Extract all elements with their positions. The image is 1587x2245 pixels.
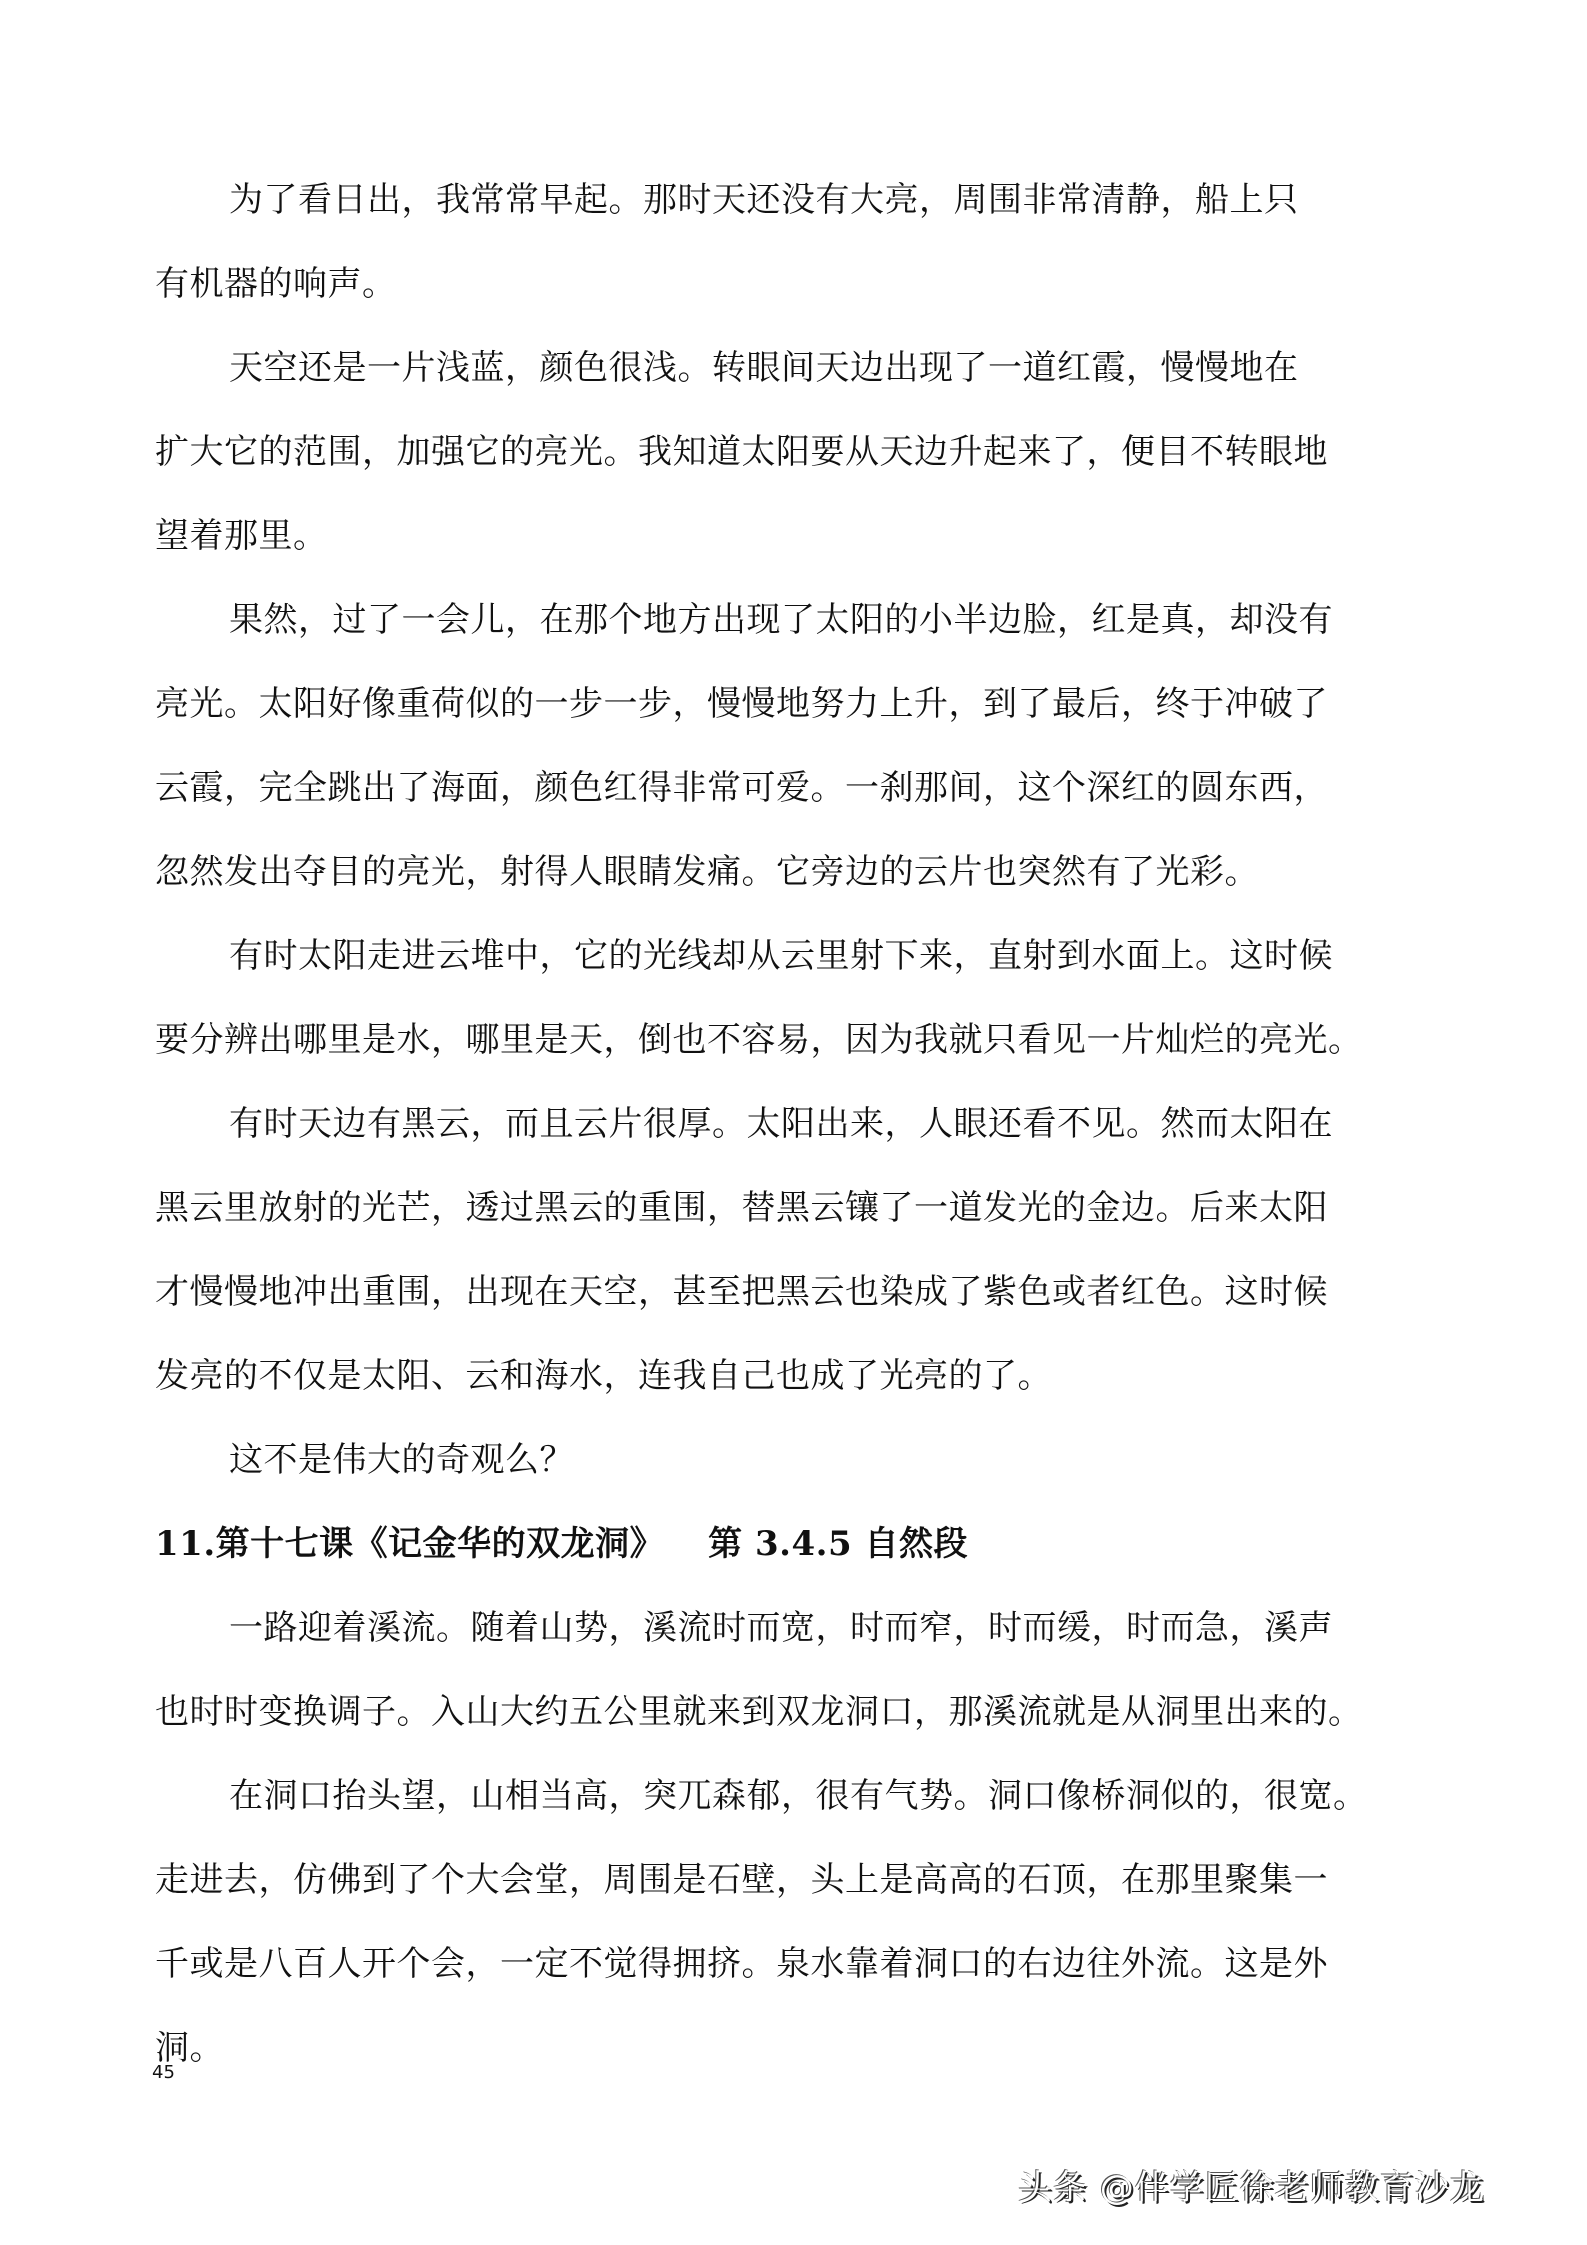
text-line: 才慢慢地冲出重围，出现在天空，甚至把黑云也染成了紫色或者红色。这时候 xyxy=(155,1272,1328,1312)
text-line: 发亮的不仅是太阳、云和海水，连我自己也成了光亮的了。 xyxy=(155,1356,1052,1396)
text-line: 望着那里。 xyxy=(155,516,328,556)
watermark: 头条 @伴学匠徐老师教育沙龙 xyxy=(1018,2168,1485,2208)
paragraph xyxy=(155,578,1455,914)
paragraph xyxy=(155,1586,1455,1754)
paragraph xyxy=(155,326,1455,578)
section-heading xyxy=(155,1502,1455,1586)
text-line: 亮光。太阳好像重荷似的一步一步，慢慢地努力上升，到了最后，终于冲破了 xyxy=(155,684,1328,724)
text-line: 天空还是一片浅蓝，颜色很浅。转眼间天边出现了一道红霞，慢慢地在 xyxy=(229,348,1299,388)
paragraph xyxy=(155,914,1455,1082)
text-line: 千或是八百人开个会，一定不觉得拥挤。泉水靠着洞口的右边往外流。这是外 xyxy=(155,1944,1328,1984)
document-page xyxy=(155,158,1455,2090)
text-line: 黑云里放射的光芒，透过黑云的重围，替黑云镶了一道发光的金边。后来太阳 xyxy=(155,1188,1328,1228)
text-line: 这不是伟大的奇观么？ xyxy=(229,1440,574,1480)
page-number: 45 xyxy=(152,2062,175,2083)
text-line: 有机器的响声。 xyxy=(155,264,397,304)
paragraph xyxy=(155,1754,1455,2090)
paragraph xyxy=(155,158,1455,326)
text-line: 扩大它的范围，加强它的亮光。我知道太阳要从天边升起来了，便目不转眼地 xyxy=(155,432,1328,472)
section-subtitle: 第 3.4.5 自然段 xyxy=(708,1524,968,1564)
text-line: 一路迎着溪流。随着山势，溪流时而宽，时而窄，时而缓，时而急，溪声 xyxy=(229,1608,1333,1648)
text-line: 在洞口抬头望，山相当高，突兀森郁，很有气势。洞口像桥洞似的，很宽。 xyxy=(229,1776,1368,1816)
text-line: 有时天边有黑云，而且云片很厚。太阳出来，人眼还看不见。然而太阳在 xyxy=(229,1104,1333,1144)
text-line: 有时太阳走进云堆中，它的光线却从云里射下来，直射到水面上。这时候 xyxy=(229,936,1333,976)
text-line: 忽然发出夺目的亮光，射得人眼睛发痛。它旁边的云片也突然有了光彩。 xyxy=(155,852,1259,892)
text-line: 要分辨出哪里是水，哪里是天，倒也不容易，因为我就只看见一片灿烂的亮光。 xyxy=(155,1020,1363,1060)
paragraph xyxy=(155,1082,1455,1418)
text-line: 走进去，仿佛到了个大会堂，周围是石壁，头上是高高的石顶，在那里聚集一 xyxy=(155,1860,1328,1900)
text-line: 云霞，完全跳出了海面，颜色红得非常可爱。一刹那间，这个深红的圆东西， xyxy=(155,768,1328,808)
paragraph xyxy=(155,1418,1455,1502)
text-line: 洞。 xyxy=(155,2028,224,2068)
text-line: 也时时变换调子。入山大约五公里就来到双龙洞口，那溪流就是从洞里出来的。 xyxy=(155,1692,1363,1732)
text-line: 果然，过了一会儿，在那个地方出现了太阳的小半边脸，红是真，却没有 xyxy=(229,600,1333,640)
section-title: 11.第十七课《记金华的双龙洞》 xyxy=(155,1524,665,1564)
text-line: 为了看日出，我常常早起。那时天还没有大亮，周围非常清静，船上只 xyxy=(229,180,1299,220)
